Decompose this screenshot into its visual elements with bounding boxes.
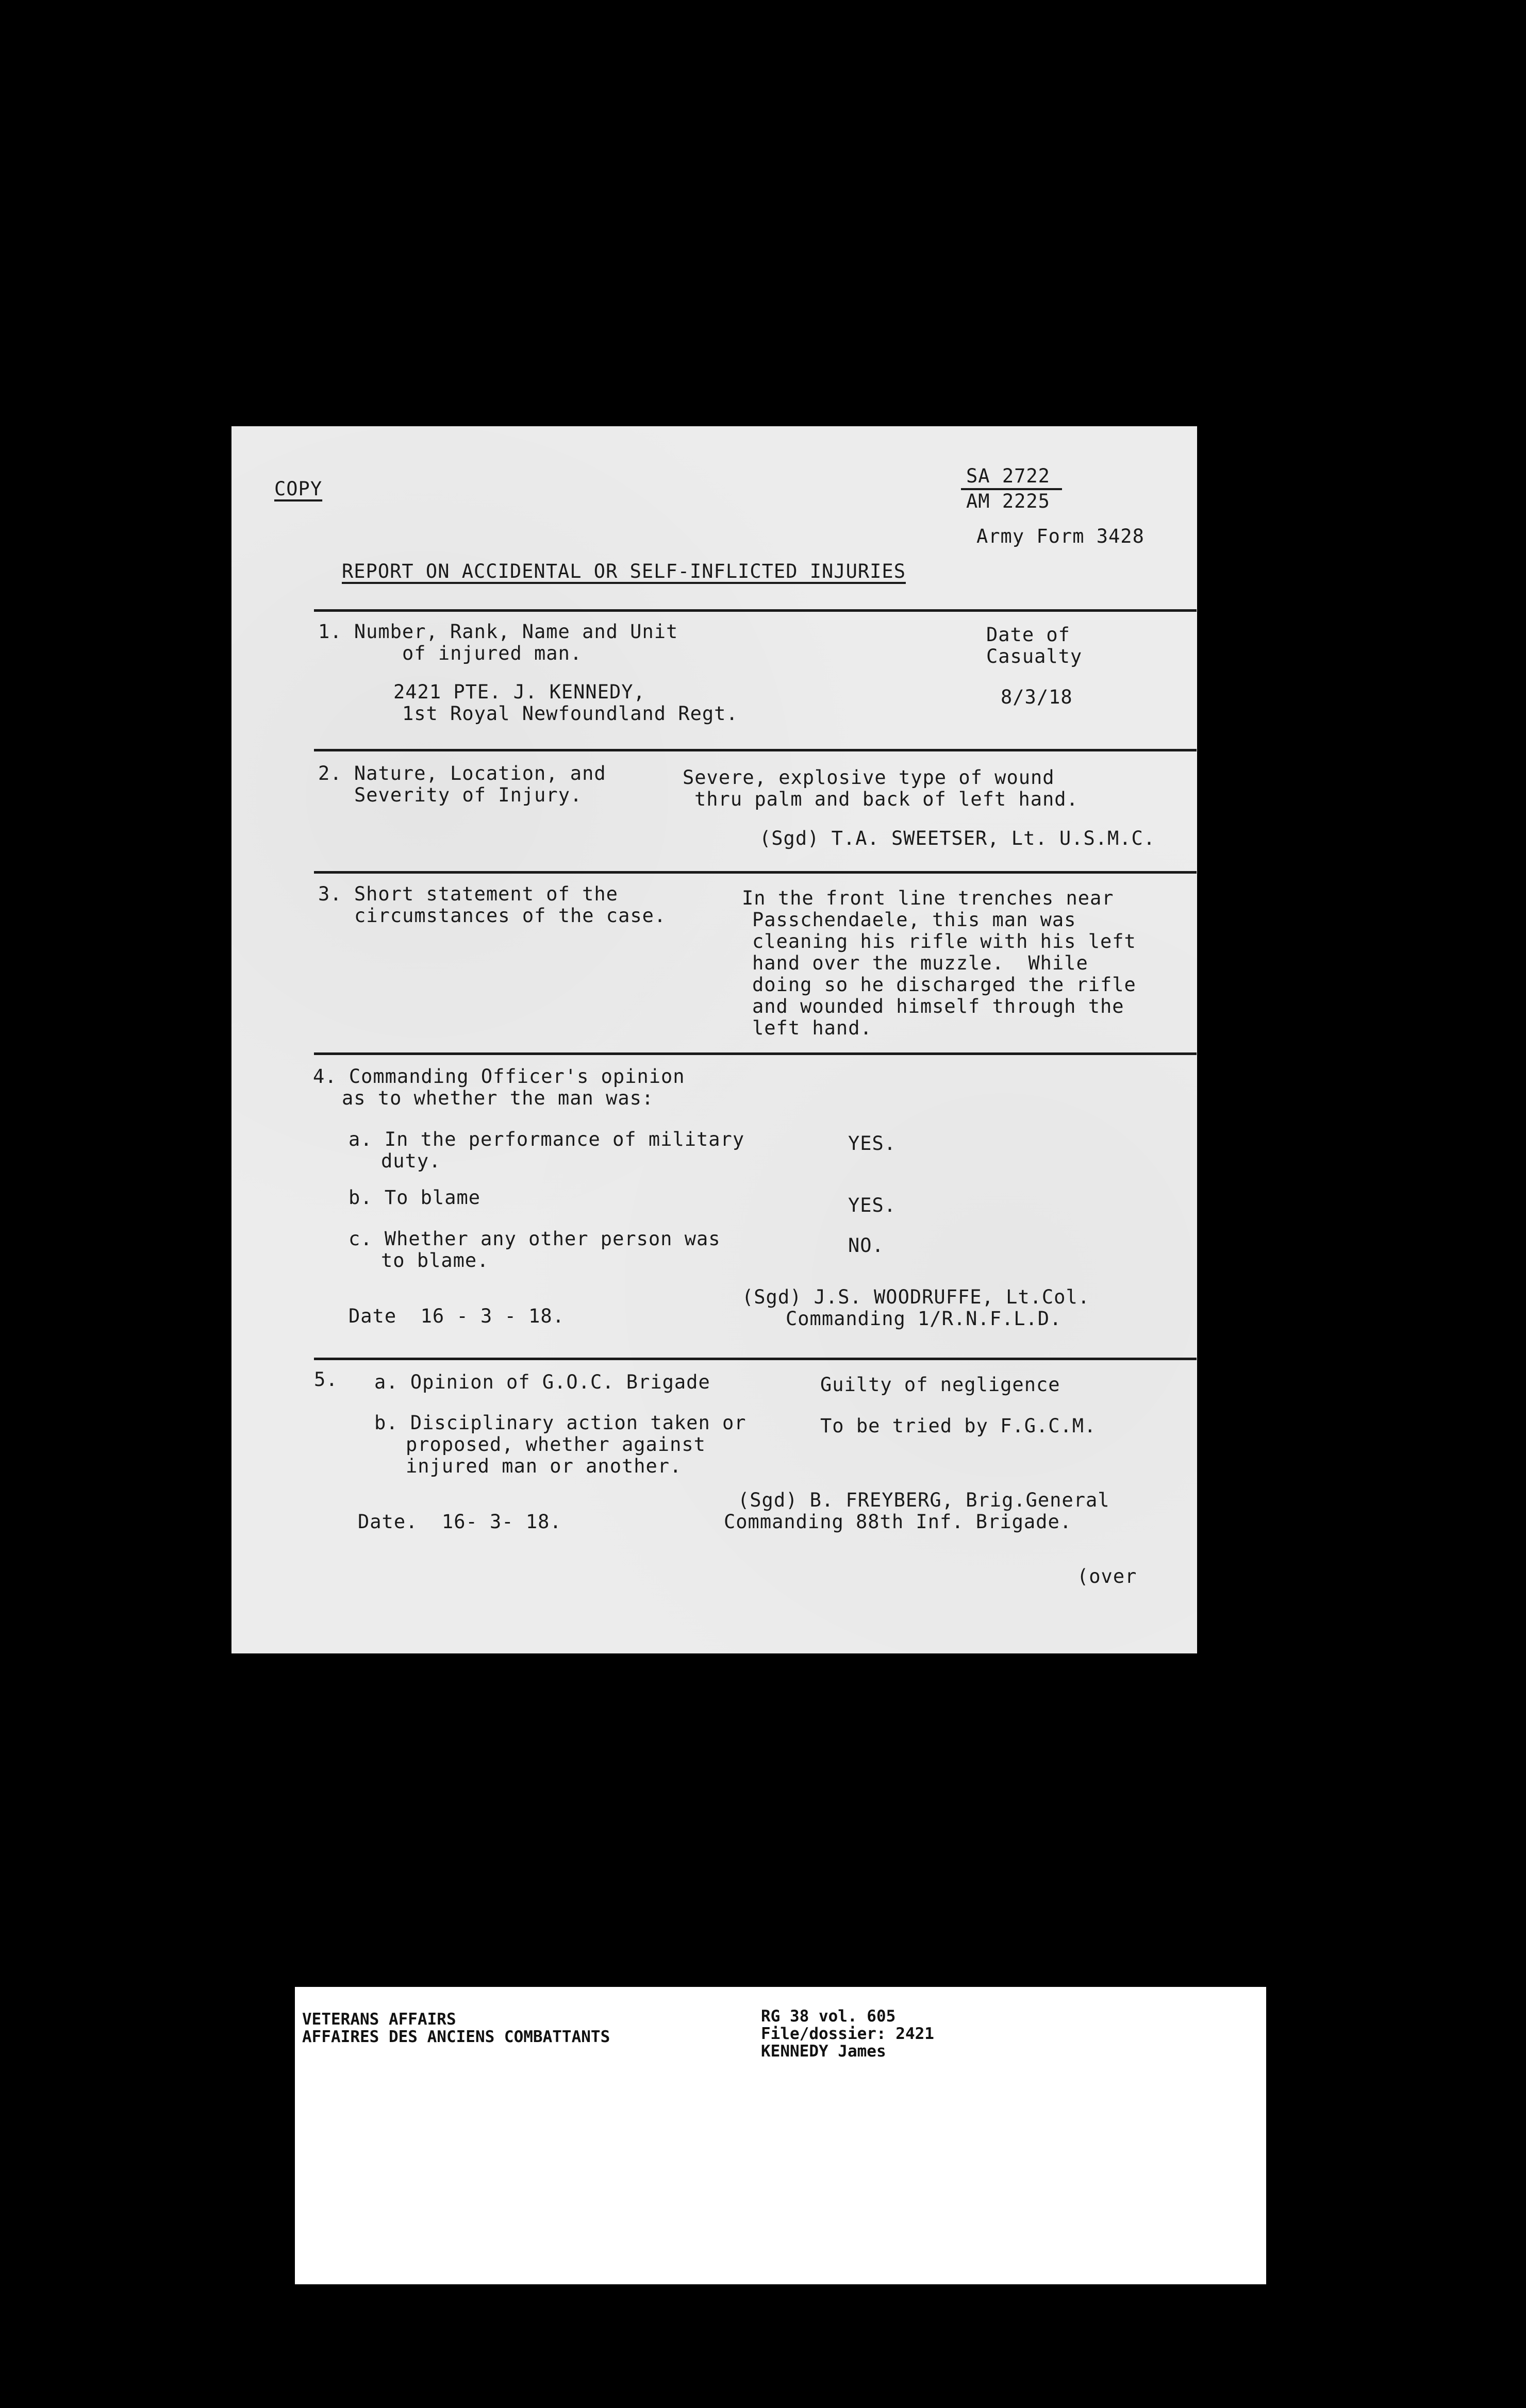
s5-number: 5. xyxy=(314,1368,338,1391)
over-note: (over xyxy=(1077,1565,1137,1587)
s5-signature-2: Commanding 88th Inf. Brigade. xyxy=(724,1511,1072,1533)
archive-org-fr: AFFAIRES DES ANCIENS COMBATTANTS xyxy=(302,2028,610,2046)
s4-date: Date 16 - 3 - 18. xyxy=(349,1305,565,1327)
circumstance-line: hand over the muzzle. While xyxy=(752,952,1088,974)
injured-man-unit: 1st Royal Newfoundland Regt. xyxy=(402,703,738,725)
circumstance-line: cleaning his rifle with his left xyxy=(752,930,1136,952)
s4-label-1: 4. Commanding Officer's opinion xyxy=(313,1065,685,1088)
s4-a-label-1: a. In the performance of military xyxy=(349,1128,745,1150)
circumstance-line: doing so he discharged the rifle xyxy=(752,974,1136,996)
s4-signature-2: Commanding 1/R.N.F.L.D. xyxy=(786,1308,1062,1330)
s2-label-1: 2. Nature, Location, and xyxy=(318,762,606,784)
circumstance-line: and wounded himself through the xyxy=(752,995,1124,1017)
form-number: Army Form 3428 xyxy=(976,525,1144,547)
s5-b-answer: To be tried by F.G.C.M. xyxy=(820,1415,1097,1437)
injured-man-name: 2421 PTE. J. KENNEDY, xyxy=(393,681,645,703)
reference-am: AM 2225 xyxy=(966,490,1050,512)
archive-rg: RG 38 vol. 605 xyxy=(761,2007,896,2026)
archive-label-card xyxy=(295,1987,1266,2284)
s4-c-answer: NO. xyxy=(848,1234,884,1257)
s4-a-label-2: duty. xyxy=(381,1150,441,1172)
date-label-1: Date of xyxy=(986,624,1070,646)
s5-b-label-2: proposed, whether against xyxy=(406,1433,706,1456)
archive-name: KENNEDY James xyxy=(761,2042,886,2061)
s5-a-label: a. Opinion of G.O.C. Brigade xyxy=(374,1371,710,1393)
injury-description-2: thru palm and back of left hand. xyxy=(694,788,1079,810)
report-title: REPORT ON ACCIDENTAL OR SELF-INFLICTED INJURIES xyxy=(342,560,906,582)
divider-1 xyxy=(314,609,1197,612)
divider-2 xyxy=(314,749,1197,751)
s2-signature: (Sgd) T.A. SWEETSER, Lt. U.S.M.C. xyxy=(759,827,1156,849)
s3-label-1: 3. Short statement of the xyxy=(318,883,618,905)
s5-signature-1: (Sgd) B. FREYBERG, Brig.General xyxy=(738,1489,1110,1511)
divider-3 xyxy=(314,871,1197,874)
s4-label-2: as to whether the man was: xyxy=(342,1087,654,1109)
s5-a-answer: Guilty of negligence xyxy=(820,1374,1060,1396)
date-label-2: Casualty xyxy=(986,645,1083,667)
circumstance-line: left hand. xyxy=(752,1017,872,1039)
s4-b-answer: YES. xyxy=(848,1194,897,1216)
circumstance-line: Passchendaele, this man was xyxy=(752,909,1076,931)
casualty-date: 8/3/18 xyxy=(1001,686,1073,708)
s2-label-2: Severity of Injury. xyxy=(354,784,583,806)
s1-label-2: of injured man. xyxy=(402,642,583,664)
injury-description-1: Severe, explosive type of wound xyxy=(683,766,1055,789)
copy-stamp: COPY xyxy=(274,478,323,500)
s5-b-label-1: b. Disciplinary action taken or xyxy=(374,1412,747,1434)
s4-a-answer: YES. xyxy=(848,1132,897,1155)
s4-c-label-1: c. Whether any other person was xyxy=(349,1228,721,1250)
archive-org-en: VETERANS AFFAIRS xyxy=(302,2010,456,2029)
circumstance-line: In the front line trenches near xyxy=(742,887,1114,909)
s5-b-label-3: injured man or another. xyxy=(406,1455,682,1477)
s4-b-label: b. To blame xyxy=(349,1186,481,1209)
s5-date: Date. 16- 3- 18. xyxy=(358,1511,562,1533)
s1-label-1: 1. Number, Rank, Name and Unit xyxy=(318,621,678,643)
s4-signature-1: (Sgd) J.S. WOODRUFFE, Lt.Col. xyxy=(742,1286,1090,1308)
divider-4 xyxy=(314,1052,1197,1055)
archive-file: File/dossier: 2421 xyxy=(761,2025,934,2043)
divider-5 xyxy=(314,1358,1197,1360)
reference-sa: SA 2722 xyxy=(966,465,1050,487)
s3-label-2: circumstances of the case. xyxy=(354,905,667,927)
s4-c-label-2: to blame. xyxy=(381,1249,489,1272)
report-document xyxy=(231,426,1197,1653)
